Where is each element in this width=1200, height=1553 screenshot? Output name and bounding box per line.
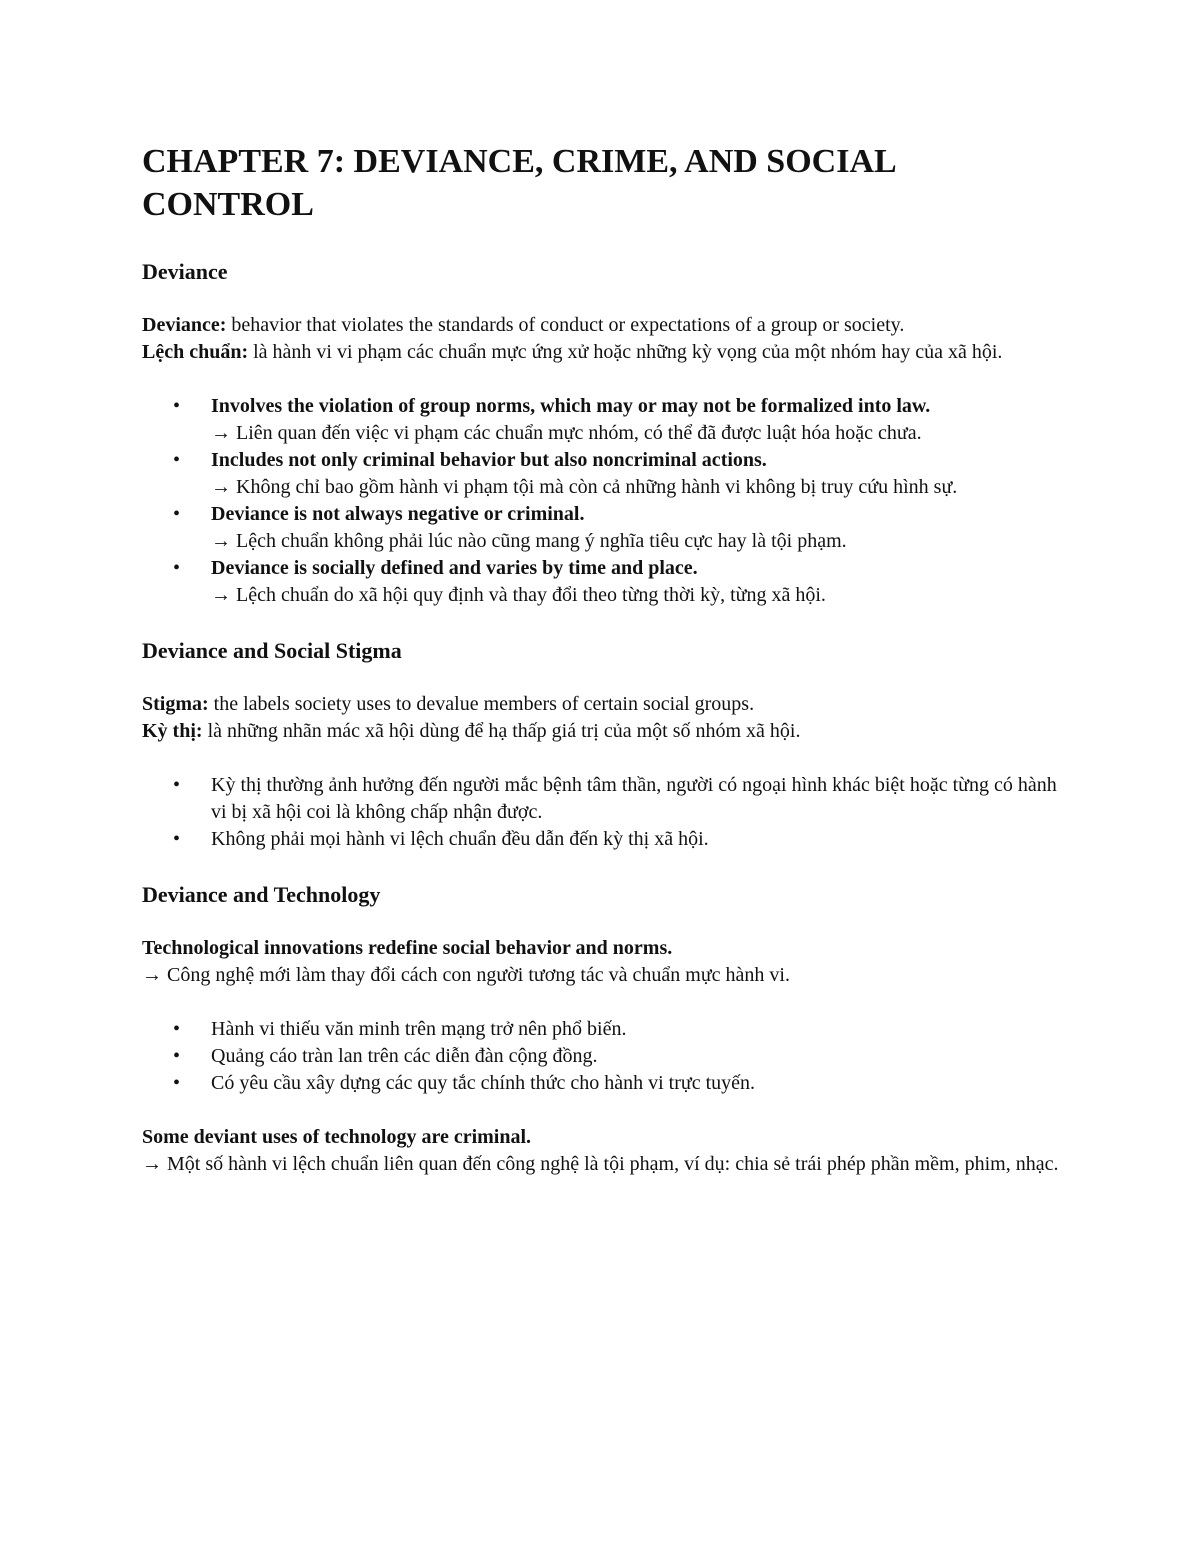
list-item: • Hành vi thiếu văn minh trên mạng trở nên phổ biến. xyxy=(142,1016,1060,1043)
definition-text-vi: là hành vi vi phạm các chuẩn mực ứng xử hoặc những kỳ vọng của một nhóm hay của xã hội. xyxy=(248,341,1003,363)
chapter-title: CHAPTER 7: DEVIANCE, CRIME, AND SOCIAL CONTROL xyxy=(142,143,895,223)
bullet-vi: → Liên quan đến việc vi phạm các chuẩn mực nhóm, có thể đã được luật hóa hoặc chưa. xyxy=(211,422,922,444)
bullet-en: Deviance is not always negative or criminal. xyxy=(211,503,585,525)
section-heading-social-stigma: Deviance and Social Stigma xyxy=(142,638,402,663)
lead-en-text: Technological innovations redefine social behavior and norms. xyxy=(142,937,673,959)
list-item: • Kỳ thị thường ảnh hưởng đến người mắc bệnh tâm thần, người có ngoại hình khác biệt hoặc từng có hành vi bị xã hội coi là không chấp nhận được. xyxy=(142,772,1060,826)
section-social-stigma xyxy=(142,636,1060,853)
technology-bullet-list xyxy=(142,1016,1060,1097)
definition-block-deviance xyxy=(142,312,1060,366)
bullet-en: Includes not only criminal behavior but also noncriminal actions. xyxy=(211,449,767,471)
closing-block-technology xyxy=(142,1124,1060,1178)
section-deviance xyxy=(142,257,1060,609)
lead-en xyxy=(142,935,1060,962)
lead-vi: → Công nghệ mới làm thay đổi cách con người tương tác và chuẩn mực hành vi. xyxy=(142,964,790,986)
definition-vi xyxy=(142,339,1060,366)
list-item: • Có yêu cầu xây dựng các quy tắc chính thức cho hành vi trực tuyến. xyxy=(142,1070,1060,1097)
deviance-bullet-list xyxy=(142,393,1060,609)
stigma-bullet-list xyxy=(142,772,1060,853)
list-item xyxy=(142,501,1060,555)
definition-en xyxy=(142,691,1060,718)
definition-text-en: behavior that violates the standards of conduct or expectations of a group or society. xyxy=(226,314,905,336)
definition-term-vi: Kỳ thị: xyxy=(142,720,203,742)
bullet-vi: → Lệch chuẩn do xã hội quy định và thay đổi theo từng thời kỳ, từng xã hội. xyxy=(211,584,826,606)
list-item: • Quảng cáo tràn lan trên các diễn đàn cộng đồng. xyxy=(142,1043,1060,1070)
definition-block-stigma xyxy=(142,691,1060,745)
closing-en xyxy=(142,1124,1060,1151)
definition-en xyxy=(142,312,1060,339)
section-technology xyxy=(142,880,1060,1178)
closing-vi: → Một số hành vi lệch chuẩn liên quan đến công nghệ là tội phạm, ví dụ: chia sẻ trái phép phần mềm, phim, nhạc. xyxy=(142,1153,1059,1175)
definition-vi xyxy=(142,718,1060,745)
closing-en-text: Some deviant uses of technology are criminal. xyxy=(142,1126,532,1148)
bullet-vi: → Lệch chuẩn không phải lúc nào cũng mang ý nghĩa tiêu cực hay là tội phạm. xyxy=(211,530,847,552)
definition-term-en: Stigma: xyxy=(142,693,209,715)
list-item xyxy=(142,393,1060,447)
definition-text-vi: là những nhãn mác xã hội dùng để hạ thấp giá trị của một số nhóm xã hội. xyxy=(202,720,801,742)
definition-text-en: the labels society uses to devalue members of certain social groups. xyxy=(208,693,755,715)
section-heading-deviance: Deviance xyxy=(142,259,228,284)
bullet-en: Involves the violation of group norms, which may or may not be formalized into law. xyxy=(211,395,931,417)
definition-term-vi: Lệch chuẩn: xyxy=(142,341,249,363)
list-item: • Không phải mọi hành vi lệch chuẩn đều dẫn đến kỳ thị xã hội. xyxy=(142,826,1060,853)
section-heading-technology: Deviance and Technology xyxy=(142,882,381,907)
bullet-en: Deviance is socially defined and varies by time and place. xyxy=(211,557,698,579)
list-item xyxy=(142,555,1060,609)
list-item xyxy=(142,447,1060,501)
lead-block-technology xyxy=(142,935,1060,989)
definition-term-en: Deviance: xyxy=(142,314,227,336)
bullet-vi: → Không chỉ bao gồm hành vi phạm tội mà còn cả những hành vi không bị truy cứu hình sự. xyxy=(211,476,958,498)
